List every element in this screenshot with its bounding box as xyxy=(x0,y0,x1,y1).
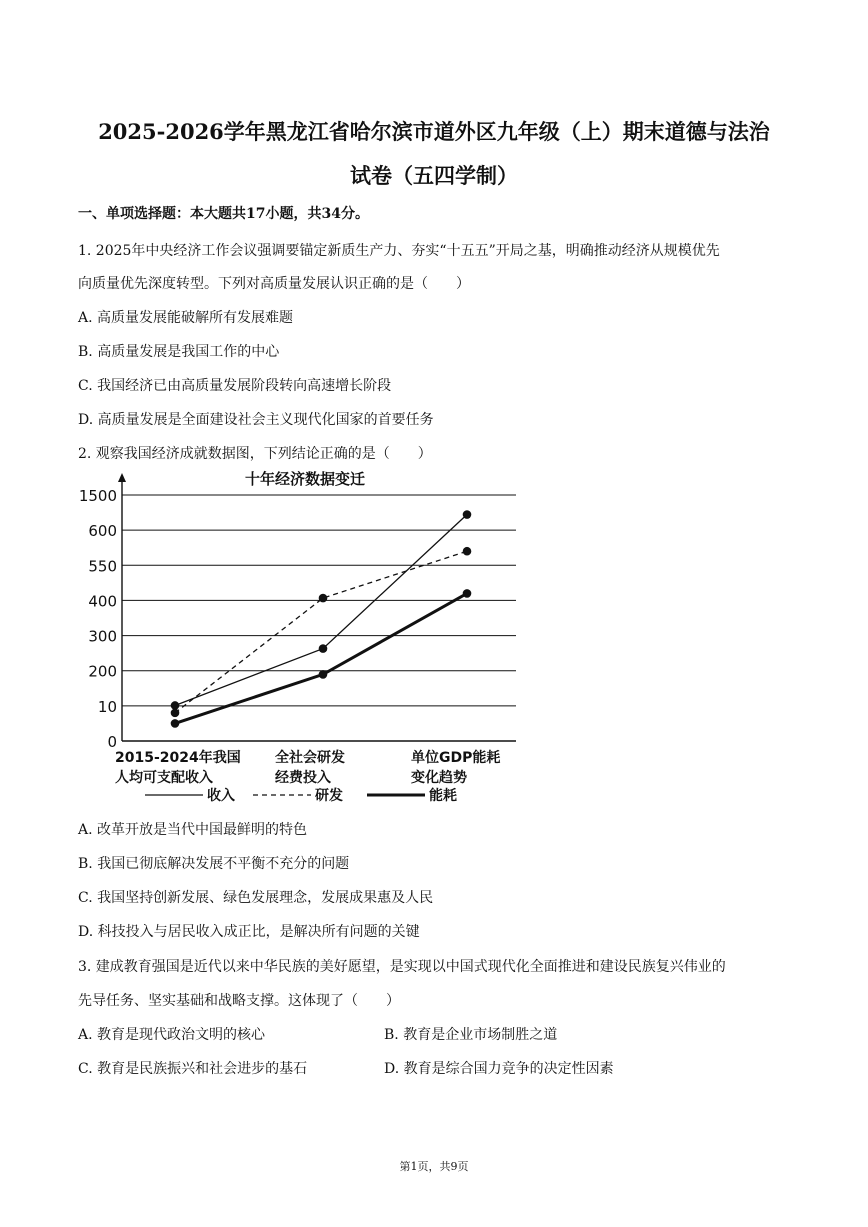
economy-line-chart xyxy=(75,466,525,811)
x-category-label: 人均可支配收入 xyxy=(115,770,213,786)
legend-label: 收入 xyxy=(207,788,235,804)
q1-stem-line1: 1. 2025年中央经济工作会议强调要锚定新质生产力、夯实“十五五”开局之基，明确推动经济从规模优先 xyxy=(78,243,720,259)
data-point xyxy=(171,701,180,710)
q1-option-b: B. 高质量发展是我国工作的中心 xyxy=(78,344,280,360)
y-tick-label: 0 xyxy=(107,733,117,751)
y-tick-label: 600 xyxy=(88,522,117,541)
x-category-label: 全社会研发 xyxy=(275,750,345,766)
y-axis-arrow xyxy=(118,473,126,482)
q3-stem-line2: 先导任务、坚实基础和战略支撑。这体现了（ ） xyxy=(78,993,400,1009)
q2-stem: 2. 观察我国经济成就数据图，下列结论正确的是（ ） xyxy=(78,446,432,462)
q2-option-a: A. 改革开放是当代中国最鲜明的特色 xyxy=(78,822,308,838)
q3-option-b: B. 教育是企业市场制胜之道 xyxy=(384,1027,558,1043)
q2-option-b: B. 我国已彻底解决发展不平衡不充分的问题 xyxy=(78,856,350,872)
q3-option-d: D. 教育是综合国力竞争的决定性因素 xyxy=(384,1061,614,1077)
data-point xyxy=(463,510,472,519)
page-footer: 第1页，共9页 xyxy=(399,1160,469,1173)
q2-option-d: D. 科技投入与居民收入成正比，是解决所有问题的关键 xyxy=(78,924,420,940)
data-point xyxy=(463,589,472,598)
y-tick-label: 1500 xyxy=(78,487,117,505)
data-point xyxy=(171,719,180,728)
x-category-label: 变化趋势 xyxy=(411,770,467,786)
q1-stem-line2: 向质量优先深度转型。下列对高质量发展认识正确的是（ ） xyxy=(78,276,470,292)
x-category-label: 2015-2024年我国 xyxy=(115,750,241,766)
legend-label: 研发 xyxy=(315,788,343,804)
q3-stem-line1: 3. 建成教育强国是近代以来中华民族的美好愿望，是实现以中国式现代化全面推进和建设民族复兴伟业的 xyxy=(78,959,726,975)
q3-option-c: C. 教育是民族振兴和社会进步的基石 xyxy=(78,1061,308,1077)
exam-title-line1: 2025-2026学年黑龙江省哈尔滨市道外区九年级（上）期末道德与法治 xyxy=(98,119,770,144)
q3-option-a: A. 教育是现代政治文明的核心 xyxy=(78,1027,266,1043)
q1-option-c: C. 我国经济已由高质量发展阶段转向高速增长阶段 xyxy=(78,378,392,394)
chart-title: 十年经济数据变迁 xyxy=(244,470,366,488)
q2-option-c: C. 我国坚持创新发展、绿色发展理念，发展成果惠及人民 xyxy=(78,890,434,906)
y-tick-label: 200 xyxy=(88,662,117,681)
x-category-label: 经费投入 xyxy=(275,770,331,786)
series-line-3 xyxy=(175,593,467,723)
data-point xyxy=(319,670,328,679)
y-tick-label: 300 xyxy=(88,627,117,646)
y-tick-label: 10 xyxy=(97,697,117,716)
section-heading: 一、单项选择题：本大题共17小题，共34分。 xyxy=(78,206,369,222)
y-tick-label: 400 xyxy=(88,592,117,611)
q1-option-a: A. 高质量发展能破解所有发展难题 xyxy=(78,310,294,326)
legend-label: 能耗 xyxy=(429,788,457,804)
q1-option-d: D. 高质量发展是全面建设社会主义现代化国家的首要任务 xyxy=(78,412,434,428)
y-tick-label: 550 xyxy=(88,557,117,576)
x-category-label: 单位GDP能耗 xyxy=(411,750,501,766)
data-point xyxy=(319,644,328,653)
data-point xyxy=(171,709,180,718)
exam-title-line2: 试卷（五四学制） xyxy=(350,163,518,188)
data-point xyxy=(319,594,328,603)
data-point xyxy=(463,547,472,556)
